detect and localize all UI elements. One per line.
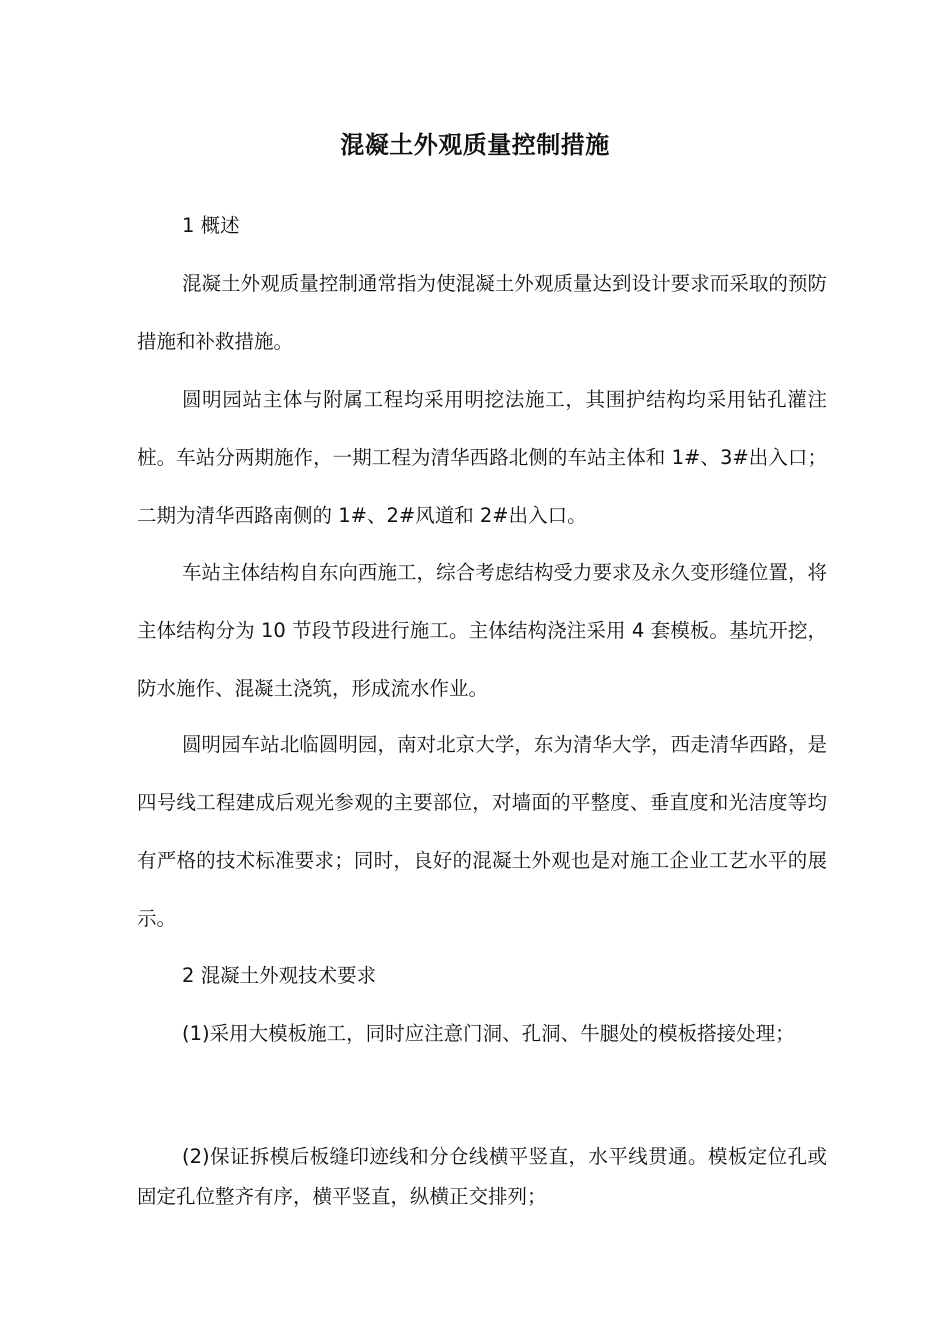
section-2-heading: 2 混凝土外观技术要求 bbox=[182, 964, 377, 987]
paragraph-structure-segments: 车站主体结构自东向西施工，综合考虑结构受力要求及永久变形缝位置，将主体结构分为 10 节段节段进行施工。主体结构浇注采用 4 套模板。基坑开挖，防水施作、混凝土浇筑，形成流水作业。 bbox=[137, 561, 827, 700]
paragraph-overview: 混凝土外观质量控制通常指为使混凝土外观质量达到设计要求而采取的预防措施和补救措施。 bbox=[137, 272, 827, 353]
document-title: 混凝土外观质量控制措施 bbox=[340, 131, 610, 159]
paragraph-station-construction: 圆明园站主体与附属工程均采用明挖法施工，其围护结构均采用钻孔灌注桩。车站分两期施作，一期工程为清华西路北侧的车站主体和 1#、3#出入口；二期为清华西路南侧的 1#、2#风道和 2#出入口。 bbox=[137, 388, 827, 527]
requirement-item-1: (1)采用大模板施工，同时应注意门洞、孔洞、牛腿处的模板搭接处理； bbox=[182, 1022, 795, 1045]
requirement-item-2: (2)保证拆模后板缝印迹线和分仓线横平竖直，水平线贯通。模板定位孔或固定孔位整齐有序，横平竖直，纵横正交排列； bbox=[137, 1145, 827, 1208]
section-1-heading: 1 概述 bbox=[182, 214, 240, 237]
paragraph-location-requirements: 圆明园车站北临圆明园，南对北京大学，东为清华大学，西走清华西路，是四号线工程建成后观光参观的主要部位，对墙面的平整度、垂直度和光洁度等均有严格的技术标准要求；同时，良好的混凝土外观也是对施工企业工艺水平的展示。 bbox=[137, 733, 827, 930]
